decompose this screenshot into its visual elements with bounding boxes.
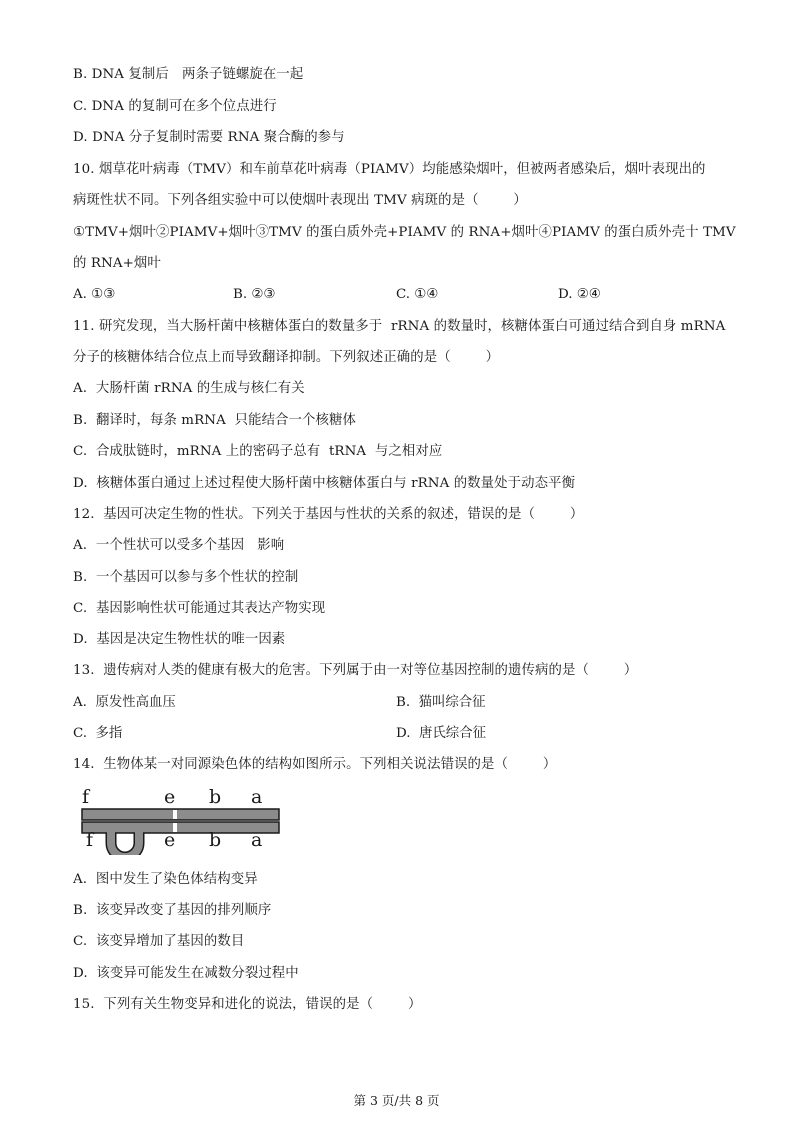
q14-option-a: A. 图中发生了染色体结构变异 [73, 872, 258, 887]
q9-option-c: C. DNA 的复制可在多个位点进行 [73, 99, 277, 114]
q12-option-b: B. 一个基因可以参与多个性状的控制 [73, 570, 299, 585]
bottom-label-f: f [86, 829, 94, 851]
q10-stem-line3: ①TMV+烟叶②PIAMV+烟叶③TMV 的蛋白质外壳+PIAMV 的 RNA+烟叶④PIAMV 的蛋白质外壳十 TMV [73, 225, 736, 240]
top-label-e: e [164, 786, 176, 808]
q13-option-a: A. 原发性高血压 [73, 695, 176, 710]
lower-chromosome [82, 822, 279, 855]
q13-option-d: D. 唐氏综合征 [396, 726, 486, 741]
q12-option-d: D. 基因是决定生物性状的唯一因素 [73, 632, 286, 647]
q11-stem-line2: 分子的核糖体结合位点上而导致翻译抑制。下列叙述正确的是（ ） [73, 350, 500, 365]
upper-chromosome [82, 809, 279, 820]
q10-stem-line1: 10. 烟草花叶病毒（TMV）和车前草花叶病毒（PIAMV）均能感染烟叶，但被两者感染后，烟叶表现出的 [73, 162, 706, 177]
q14-option-c: C. 该变异增加了基因的数目 [73, 934, 245, 949]
q9-option-d: D. DNA 分子复制时需要 RNA 聚合酶的参与 [73, 130, 345, 145]
bottom-label-b: b [209, 829, 222, 851]
top-label-b: b [209, 786, 222, 808]
q10-stem-line2: 病斑性状不同。下列各组实验中可以使烟叶表现出 TMV 病斑的是（ ） [73, 193, 527, 208]
chromosome-diagram [78, 783, 288, 855]
q14-stem: 14. 生物体某一对同源染色体的结构如图所示。下列相关说法错误的是（ ） [73, 757, 557, 772]
q13-option-b: B. 猫叫综合征 [396, 695, 486, 710]
q11-option-d: D. 核糖体蛋白通过上述过程使大肠杆菌中核糖体蛋白与 rRNA 的数量处于动态平衡 [73, 476, 576, 491]
q11-option-b: B. 翻译时，每条 mRNA 只能结合一个核糖体 [73, 413, 357, 428]
q11-stem-line1: 11. 研究发现，当大肠杆菌中核糖体蛋白的数量多于 rRNA 的数量时，核糖体蛋白可通过结合到自身 mRNA [73, 319, 726, 334]
top-label-a: a [251, 786, 263, 808]
bottom-label-e: e [164, 829, 176, 851]
q12-option-a: A. 一个性状可以受多个基因 影响 [73, 538, 285, 553]
top-label-f: f [82, 786, 90, 808]
q11-option-c: C. 合成肽链时，mRNA 上的密码子总有 tRNA 与之相对应 [73, 444, 443, 459]
q13-option-c: C. 多指 [73, 726, 123, 741]
bottom-label-a: a [251, 829, 263, 851]
q10-option-c: C. ①④ [396, 287, 439, 302]
q13-stem: 13. 遗传病对人类的健康有极大的危害。下列属于由一对等位基因控制的遗传病的是（ ） [73, 663, 638, 678]
q10-option-d: D. ②④ [558, 287, 601, 302]
q9-option-b: B. DNA 复制后 两条子链螺旋在一起 [73, 67, 304, 82]
q14-option-d: D. 该变异可能发生在减数分裂过程中 [73, 966, 299, 981]
q14-option-b: B. 该变异改变了基因的排列顺序 [73, 903, 272, 918]
q15-stem: 15. 下列有关生物变异和进化的说法，错误的是（ ） [73, 997, 422, 1012]
q10-option-b: B. ②③ [233, 287, 276, 302]
page-footer: 第 3 页/共 8 页 [353, 1093, 440, 1108]
q12-option-c: C. 基因影响性状可能通过其表达产物实现 [73, 601, 326, 616]
q11-option-a: A. 大肠杆菌 rRNA 的生成与核仁有关 [73, 381, 305, 396]
q10-stem-line4: 的 RNA+烟叶 [73, 256, 161, 271]
q10-option-a: A. ①③ [73, 287, 116, 302]
q12-stem: 12. 基因可决定生物的性状。下列关于基因与性状的关系的叙述，错误的是（ ） [73, 507, 584, 522]
